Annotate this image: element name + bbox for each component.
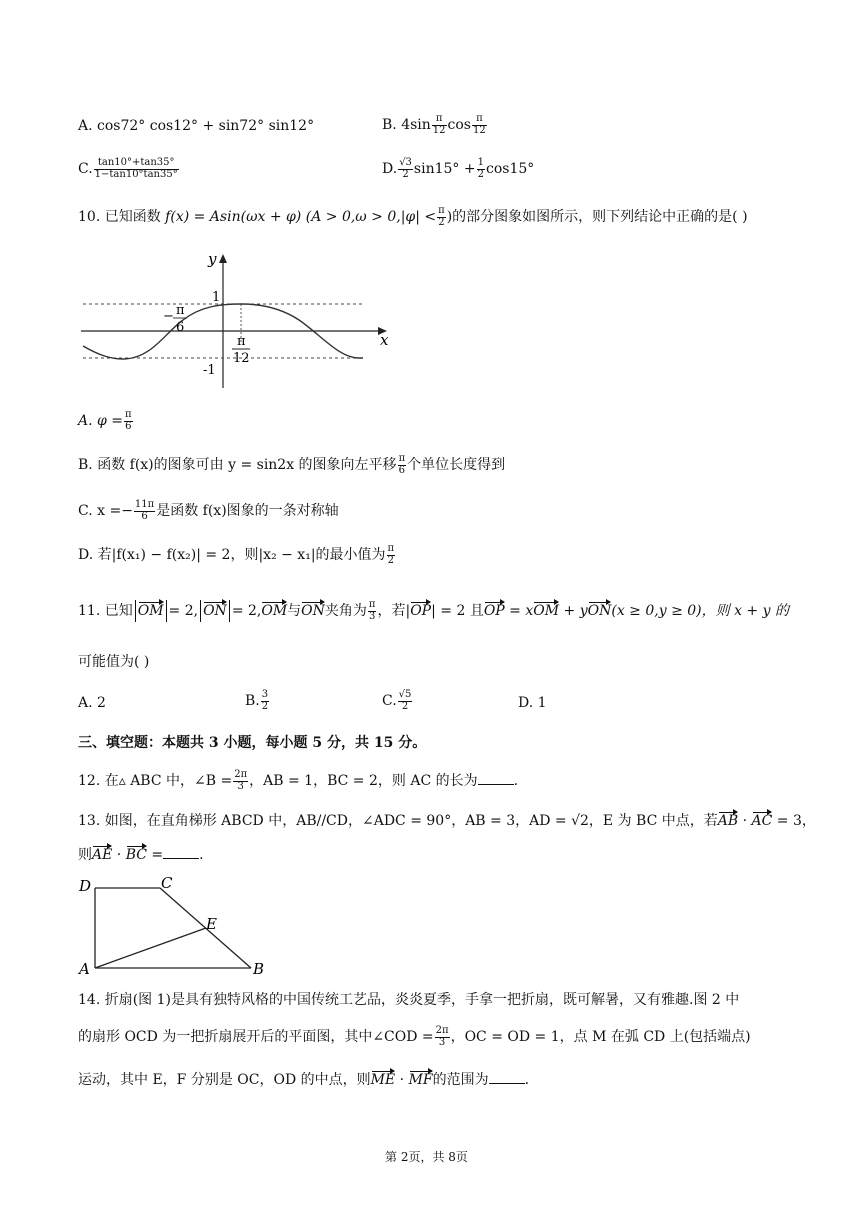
svg-text:π: π <box>176 303 185 318</box>
q9-option-b: B. 4sin $\frac{\pi}{12}$ cos $\frac{\pi}{12}$ <box>382 113 486 136</box>
q9-option-c: C. $\frac{\tan 10^\circ+\tan 35^\circ}{1-\tan 10^\circ\tan 35^\circ}$ <box>78 157 178 180</box>
svg-text:D: D <box>79 877 92 895</box>
q10-stem: 10. 已知函数 f(x) = Asin(ωx + φ) (A > 0,ω > 0,|φ| < $\frac{\pi}{2}$ )的部分图象如图所示，则下列结论中正确的是( ) <box>78 205 748 228</box>
q13-line1: 13. 如图，在直角梯形 ABCD 中，AB//CD，∠ADC = 90°，AB = 3，AD = √2，E 为 BC 中点，若AB · AC = 3， <box>78 813 816 829</box>
q10-graph-tick-neg-1: -1 <box>203 363 216 378</box>
page-footer: 第 2页，共 8页 <box>385 1150 468 1164</box>
q14-answer-blank[interactable] <box>489 1071 525 1084</box>
svg-text:B: B <box>253 960 265 978</box>
q10-sine-graph <box>75 248 395 393</box>
q9-option-b-fraction-1: $\frac{\pi}{12}$ <box>432 113 446 136</box>
svg-text:C: C <box>161 874 173 892</box>
svg-text:12: 12 <box>233 351 250 366</box>
q9-option-c-fraction: $\frac{\tan 10^\circ+\tan 35^\circ}{1-\tan 10^\circ\tan 35^\circ}$ <box>94 157 178 180</box>
q13-line2: 则AE · BC = . <box>78 847 204 863</box>
q9-option-b-fraction-2: $\frac{\pi}{12}$ <box>472 113 486 136</box>
q9-option-d-fraction-2: $\frac{1}{2}$ <box>477 157 484 180</box>
q10-option-a: A. φ = $\frac{\pi}{6}$ <box>78 409 132 432</box>
q11-option-c: C. $\frac{√5}{2}$ <box>382 689 412 712</box>
q14-line3: 运动，其中 E，F 分别是 OC，OD 的中点，则ME · MF的范围为 . <box>78 1072 530 1088</box>
q9-option-d: D. $\frac{√3}{2}$ sin15° + $\frac{1}{2}$ cos15° <box>382 157 535 180</box>
svg-text:A: A <box>79 960 90 978</box>
q11-stem: 11. 已知 OM = 2, ON = 2,OM与ON夹角为 $\frac{\pi}{3}$ ，若|OP| = 2 且OP = xOM + yON(x ≥ 0,y ≥ 0)，则 x + y 的 <box>78 599 789 622</box>
q10-option-c: C. x =− $\frac{11\pi}{6}$ 是函数 f(x)图象的一条对称轴 <box>78 499 339 522</box>
q13-answer-blank[interactable] <box>163 846 199 859</box>
q10-stem-fraction: $\frac{\pi}{2}$ <box>438 205 445 228</box>
svg-text:6: 6 <box>176 320 185 335</box>
svg-text:−: − <box>163 309 174 324</box>
q11-option-b: B. $\frac{3}{2}$ <box>245 689 269 712</box>
q10-graph-x-label: x <box>380 331 389 349</box>
q12: 12. 在▵ ABC 中，∠B = $\frac{2\pi}{3}$ ，AB = 1，BC = 2，则 AC 的长为 . <box>78 769 519 792</box>
q10-option-d: D. 若|f(x₁) − f(x₂)| = 2，则|x₂ − x₁|的最小值为 $\frac{\pi}{2}$ <box>78 543 395 566</box>
q9-option-d-fraction-1: $\frac{√3}{2}$ <box>399 157 412 180</box>
section-3-heading: 三、填空题：本题共 3 小题，每小题 5 分，共 15 分。 <box>78 735 427 751</box>
svg-text:π: π <box>237 334 246 349</box>
q13-trapezoid-figure <box>75 872 275 982</box>
q9-option-b-prefix: B. 4sin <box>382 117 431 133</box>
q11-option-d: D. 1 <box>518 695 547 711</box>
q14-line2: 的扇形 OCD 为一把折扇展开后的平面图，其中∠COD = $\frac{2\pi}{3}$ ，OC = OD = 1，点 M 在弧 CD 上(包括端点) <box>78 1025 751 1048</box>
svg-text:E: E <box>206 915 217 933</box>
q11-option-a: A. 2 <box>78 695 106 711</box>
q14-line1: 14. 折扇(图 1)是具有独特风格的中国传统工艺品，炎炎夏季，手拿一把折扇，既可解暑，又有雅趣.图 2 中 <box>78 992 740 1008</box>
q12-answer-blank[interactable] <box>478 772 514 785</box>
q10-option-b: B. 函数 f(x)的图象可由 y = sin2x 的图象向左平移 $\frac{\pi}{6}$ 个单位长度得到 <box>78 453 506 476</box>
q10-graph-y-label: y <box>208 250 217 268</box>
q9-option-a: A. cos72° cos12° + sin72° sin12° <box>78 118 315 134</box>
q10-graph-tick-1: 1 <box>212 290 221 305</box>
q11-stem-line2: 可能值为( ) <box>78 654 150 670</box>
